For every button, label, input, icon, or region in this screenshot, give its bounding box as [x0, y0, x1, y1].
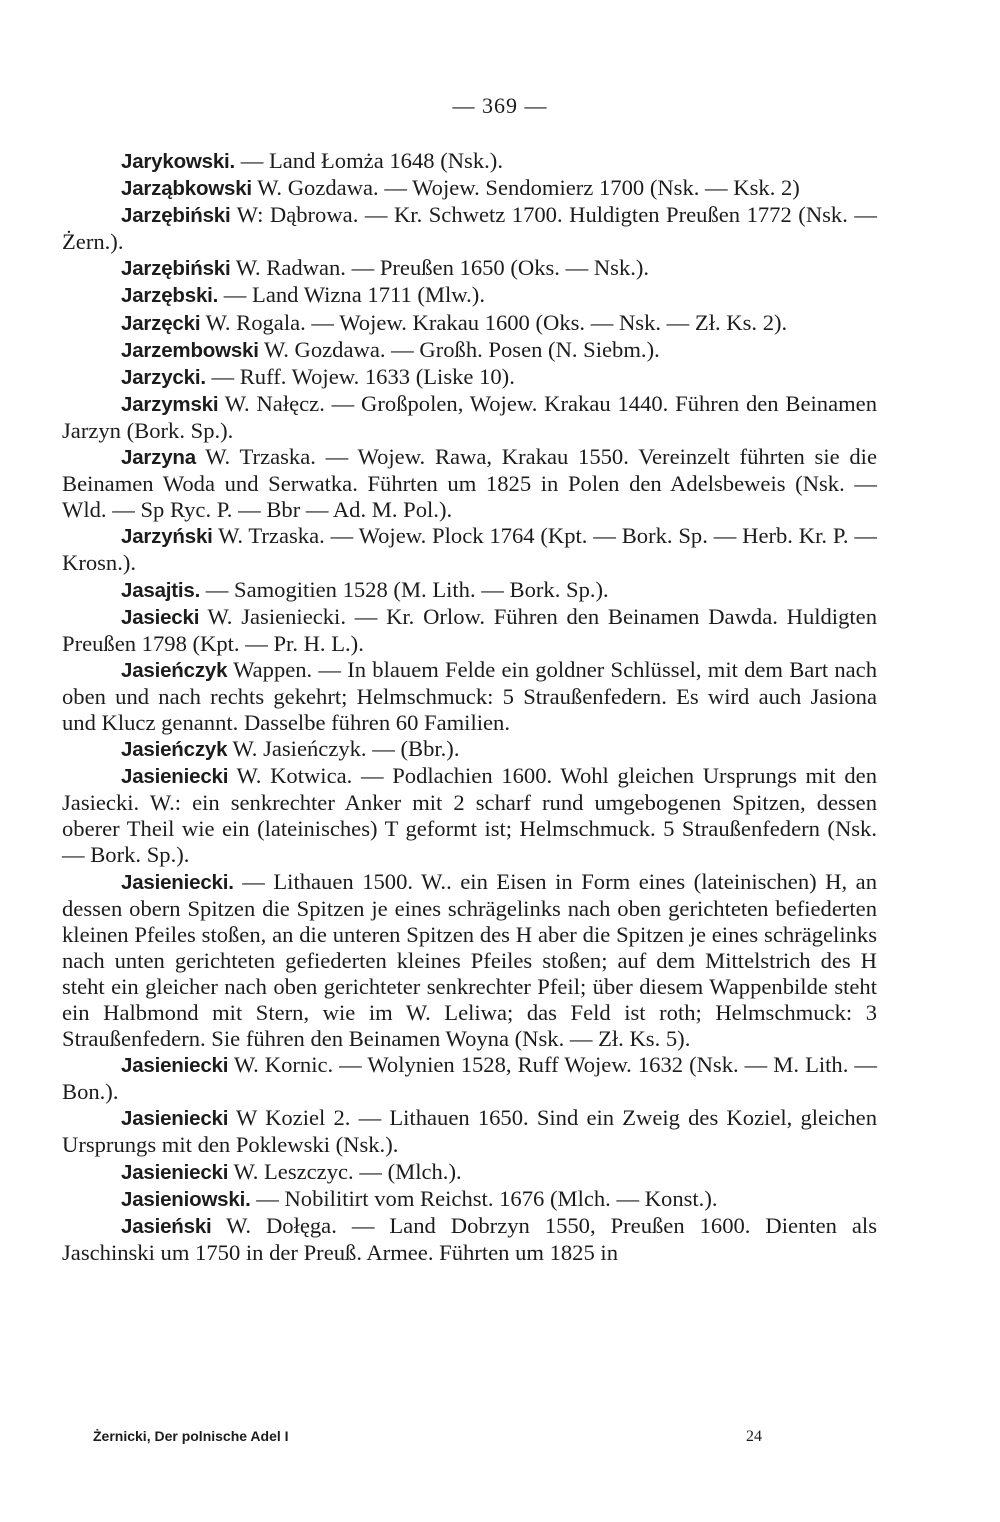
- entry-name: Jasieniecki: [121, 1107, 229, 1131]
- entry-name: Jarzyna: [121, 446, 196, 470]
- entry-name: Jasieniecki: [121, 1054, 229, 1078]
- footer-signature: 24: [746, 1428, 762, 1445]
- entry-text: W. Gozdawa. — Wojew. Sendomierz 1700 (Nsk. — Ksk. 2): [251, 175, 800, 201]
- entry-text: W. Kotwica. — Podlachien 1600. Wohl gleichen Ursprungs mit den Jasiecki. W.: ein senkrechter Anker mit 2 scharf rund umgebogenen Spitzen, dessen oberer Theil wie ein (lateinisches) T geformt ist; Helmschmuck. 5 Straußenfedern (Nsk. — Bork. Sp.).: [62, 763, 877, 868]
- entry-name: Jarzębiński: [121, 257, 231, 281]
- entry: [62, 1186, 877, 1213]
- entry-name: Jarzembowski: [121, 338, 259, 362]
- entry-text: W. Jasieniecki. — Kr. Orlow. Führen den Beinamen Dawda. Huldigten Preußen 1798 (Kpt. — Pr. H. L.).: [62, 603, 877, 656]
- entry: [62, 657, 877, 736]
- entry: [62, 310, 877, 337]
- entry-text: — Samogitien 1528 (M. Lith. — Bork. Sp.).: [200, 576, 609, 602]
- entry: [62, 1052, 877, 1105]
- entry: [62, 736, 877, 763]
- entry-text: W. Trzaska. — Wojew. Rawa, Krakau 1550. Vereinzelt führten sie die Beinamen Woda und Serwatka. Führten um 1825 in Polen den Adelsbeweis (Nsk. — Wld. — Sp Ryc. P. — Bbr — Ad. M. Pol.).: [62, 444, 877, 523]
- entry: [62, 763, 877, 868]
- entry-text: W. Kornic. — Wolynien 1528, Ruff Wojew. 1632 (Nsk. — M. Lith. — Bon.).: [62, 1052, 877, 1105]
- entry-name: Jarząbkowski: [121, 177, 252, 201]
- entry: [62, 523, 877, 576]
- entry-list: [62, 148, 877, 1266]
- entry-text: W. Nałęcz. — Großpolen, Wojew. Krakau 1440. Führen den Beinamen Jarzyn (Bork. Sp.).: [62, 390, 877, 443]
- entry-text: — Ruff. Wojew. 1633 (Liske 10).: [205, 363, 515, 389]
- entry: [62, 604, 877, 657]
- entry-text: — Nobilitirt vom Reichst. 1676 (Mlch. — Konst.).: [250, 1185, 718, 1211]
- entry-text: W: Dąbrowa. — Kr. Schwetz 1700. Huldigten Preußen 1772 (Nsk. — Żern.).: [62, 202, 877, 255]
- entry-name: Jarykowski.: [121, 150, 236, 173]
- entry-text: W. Trzaska. — Wojew. Plock 1764 (Kpt. — Bork. Sp. — Herb. Kr. P. — Krosn.).: [62, 523, 877, 576]
- entry-text: W. Gozdawa. — Großh. Posen (N. Siebm.).: [258, 336, 660, 362]
- entry-name: Jasieńczyk: [121, 658, 228, 682]
- page-footer: [93, 1428, 876, 1444]
- entry-text: W. Radwan. — Preußen 1650 (Oks. — Nsk.).: [230, 255, 650, 281]
- entry-name: Jasieniecki: [121, 765, 229, 789]
- entry: [62, 391, 877, 444]
- entry-name: Jasieński: [121, 1214, 212, 1238]
- entry-name: Jarzębiński: [121, 204, 231, 228]
- entry-name: Jarzymski: [121, 392, 219, 416]
- entry-name: Jarzyński: [121, 525, 213, 549]
- page-number: — 369 —: [452, 93, 548, 118]
- entry: [62, 869, 877, 1053]
- entry: [62, 1213, 877, 1266]
- entry-name: Jarzycki.: [121, 365, 206, 389]
- entry: [62, 1105, 877, 1158]
- entry-text: — Lithauen 1500. W.. ein Eisen in Form eines (lateinischen) H, an dessen obern Spitzen die Spitzen je eines schrägelinks nach oben gerichteten befiederten kleinen Pfeiles stoßen, an die unteren Spitzen des H aber die Spitzen je eines schrägelinks nach unten gerichteten gefiederten kleines Pfeiles stoßen; auf dem Mittelstrich des H steht ein gleicher nach oben gerichteter senkrechter Pfeil; über diesem Wappenbilde steht ein Halbmond mit Stern, wie im W. Leliwa; das Feld ist roth; Helmschmuck: 3 Straußenfedern. Sie führen den Beinamen Woyna (Nsk. — Zł. Ks. 5).: [62, 868, 877, 1052]
- entry: [62, 255, 877, 282]
- entry-name: Jasiecki: [121, 605, 200, 629]
- entry: [62, 1159, 877, 1186]
- footer-title: Żernicki, Der polnische Adel I: [93, 1428, 289, 1444]
- entry: [62, 577, 877, 604]
- entry-name: Jarzębski.: [121, 284, 219, 308]
- entry-text: W. Leszczyc. — (Mlch.).: [228, 1158, 462, 1184]
- entry-name: Jasajtis.: [121, 578, 201, 602]
- entry-name: Jarzęcki: [121, 311, 201, 335]
- entry-name: Jasieniecki.: [121, 870, 234, 894]
- entry: [62, 148, 877, 175]
- entry: [62, 364, 877, 391]
- entry: [62, 202, 877, 255]
- entry-name: Jasieniecki: [121, 1160, 229, 1184]
- entry-name: Jasieniowski.: [121, 1187, 251, 1211]
- entry-text: W. Dołęga. — Land Dobrzyn 1550, Preußen 1600. Dienten als Jaschinski um 1750 in der Preuß. Armee. Führten um 1825 in: [62, 1212, 877, 1265]
- entry-text: W. Rogala. — Wojew. Krakau 1600 (Oks. — Nsk. — Zł. Ks. 2).: [200, 309, 788, 335]
- entry-text: Wappen. — In blauem Felde ein goldner Schlüssel, mit dem Bart nach oben und nach rechts gekehrt; Helmschmuck: 5 Straußenfedern. Es wird auch Jasiona und Klucz genannt. Dasselbe führen 60 Familien.: [62, 656, 877, 735]
- entry-text: — Land Łomża 1648 (Nsk.).: [235, 148, 503, 173]
- entry-text: — Land Wizna 1711 (Mlw.).: [218, 282, 485, 308]
- entry-text: W. Jasieńczyk. — (Bbr.).: [227, 736, 460, 762]
- entry-text: W Koziel 2. — Lithauen 1650. Sind ein Zweig des Koziel, gleichen Ursprungs mit den Poklewski (Nsk.).: [62, 1105, 877, 1158]
- entry: [62, 444, 877, 523]
- entry: [62, 282, 877, 309]
- entry: [62, 337, 877, 364]
- entry: [62, 175, 877, 202]
- entry-name: Jasieńczyk: [121, 738, 228, 762]
